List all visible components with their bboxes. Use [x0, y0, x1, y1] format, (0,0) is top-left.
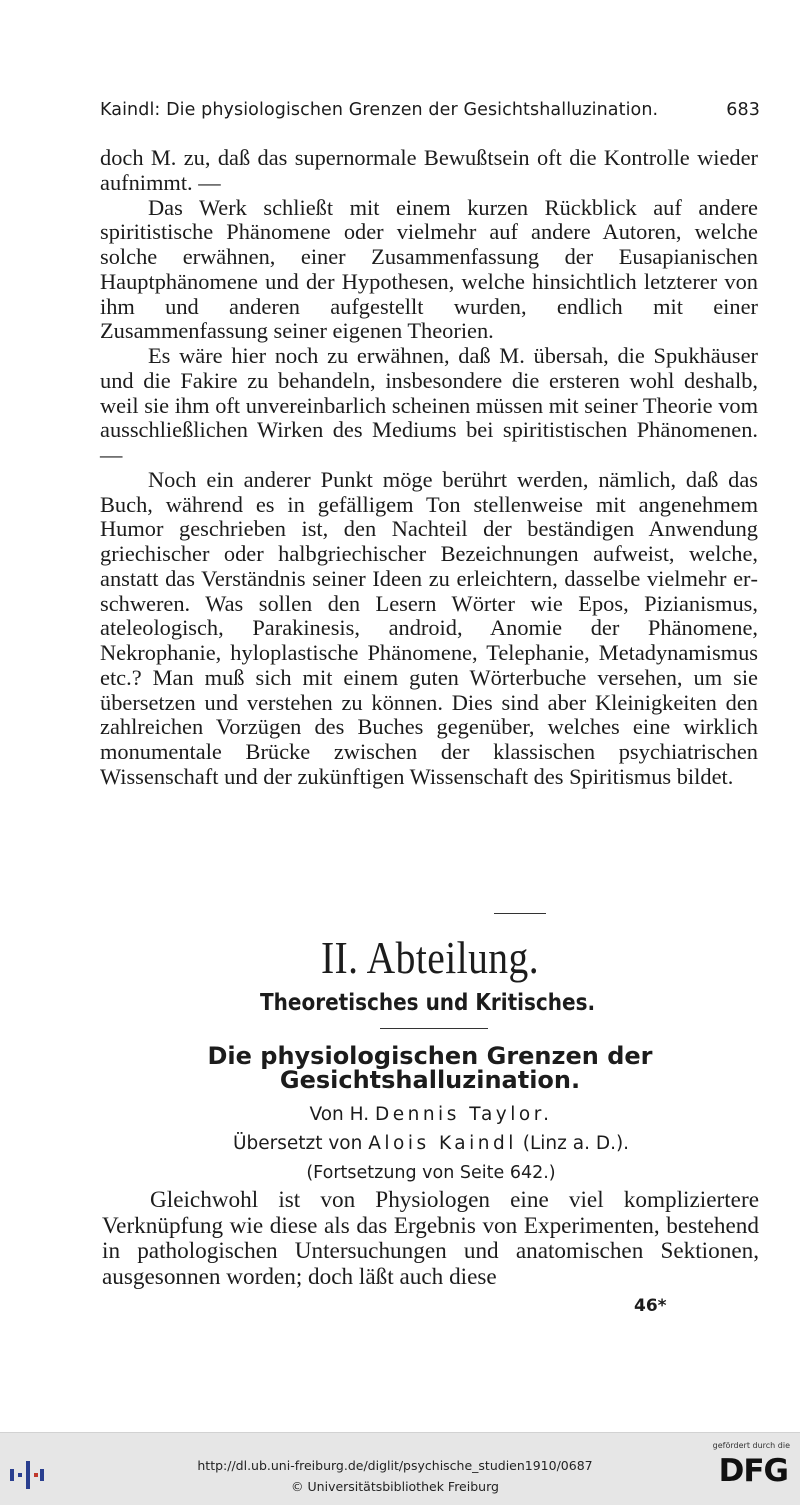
- running-head-title: Kaindl: Die physiologischen Grenzen der Gesichtshalluzination.: [100, 100, 659, 120]
- paragraph: Es wäre hier noch zu erwähnen, daß M. übersah, die Spukhäuser und die Fakire zu behandeln, insbesondere die ersteren wohl deshalb, weil sie ihm oft unvereinbarlich scheinen müssen mit seiner Theorie vom ausschließlichen Wirken des Mediums bei spiritistischen Phänomenen. —: [100, 343, 758, 467]
- translator-suffix: (Linz a. D.).: [516, 1133, 630, 1154]
- separator-dash: [494, 913, 546, 914]
- previous-article-text: [100, 146, 758, 790]
- translator-name: Alois Kaindl: [368, 1133, 517, 1154]
- article-title-line: Gesichtshalluzination.: [279, 1066, 581, 1094]
- continuation-note: (Fortsetzung von Seite 642.): [306, 1163, 556, 1183]
- article-title: [0, 1044, 800, 1092]
- signature-mark: 46*: [634, 1296, 667, 1316]
- page-number: 683: [726, 100, 760, 120]
- running-head: [100, 100, 760, 120]
- paragraph: Noch ein anderer Punkt möge berührt werden, nämlich, daß das Buch, während es in gefälligem Ton stellenweise mit angenehmem Humor geschrieben ist, den Nachteil der beständigen Anwendung griechischer oder halbgriechischer Bezeichnungen aufweist, welche, anstatt das Verständnis seiner Ideen zu erleichtern, dasselbe vielmehr erschweren. Was sollen den Lesern Wörter wie Epos, Pizianismus, ateleologisch, Parakinesis, android, Anomie der Phänomene, Nekrophanie, hyloplastische Phänomene, Telephanie, Metadynamismus etc.? Man muß sich mit einem guten Wörterbuche versehen, um sie übersetzen und verstehen zu können. Dies sind aber Kleinigkeiten den zahlreichen Vorzügen des Buches gegenüber, welches eine wirklich monumentale Brücke zwischen der klassischen psychiatrischen Wissenschaft und der zukünftigen Wissenschaft des Spiritismus bildet.: [100, 466, 758, 789]
- translator-line: [0, 1131, 800, 1157]
- permalink-link[interactable]: http://dl.ub.uni-freiburg.de/diglit/psychische_studien1910/0687: [197, 1458, 593, 1473]
- paragraph: Das Werk schließt mit einem kurzen Rückblick auf andere spiritistische Phänomene oder vielmehr auf andere Autoren, welche solche erwähnen, einer Zusammenfassung der Eusapianischen Hauptphänomene und der Hypothesen, welche hinsichtlich letzterer von ihm und anderen aufgestellt wurden, endlich mit einer Zusammenfassung seiner eigenen Theorien.: [100, 194, 758, 344]
- translator-prefix: Übersetzt von: [232, 1133, 369, 1154]
- viewer-footer: [0, 1432, 800, 1505]
- dfg-note: gefördert durch die: [712, 1441, 790, 1450]
- section-subtitle: Theoretisches und Kritisches.: [260, 990, 596, 1016]
- article-text: [102, 1188, 759, 1290]
- author-name: Dennis Taylor.: [374, 1104, 553, 1125]
- copyright-text: © Universitätsbibliothek Freiburg: [291, 1479, 499, 1494]
- article-title-line: Die physiologischen Grenzen der: [207, 1042, 653, 1070]
- title-rule: [380, 1028, 488, 1029]
- author-prefix: Von H.: [309, 1104, 375, 1125]
- section-title: II. Abteilung.: [320, 932, 540, 983]
- dfg-logo[interactable]: DFG: [718, 1453, 788, 1489]
- author-line: [0, 1102, 800, 1128]
- paragraph: Gleichwohl ist von Physiologen eine viel kompliziertere Verknüpfung wie diese als das Ergebnis von Experimenten, bestehend in pathologischen Untersuchungen und anatomischen Sektionen, ausgesonnen worden; doch läßt auch diese: [102, 1187, 759, 1290]
- paragraph: doch M. zu, daß das supernormale Bewußtsein oft die Kontrolle wieder aufnimmt. —: [100, 145, 758, 195]
